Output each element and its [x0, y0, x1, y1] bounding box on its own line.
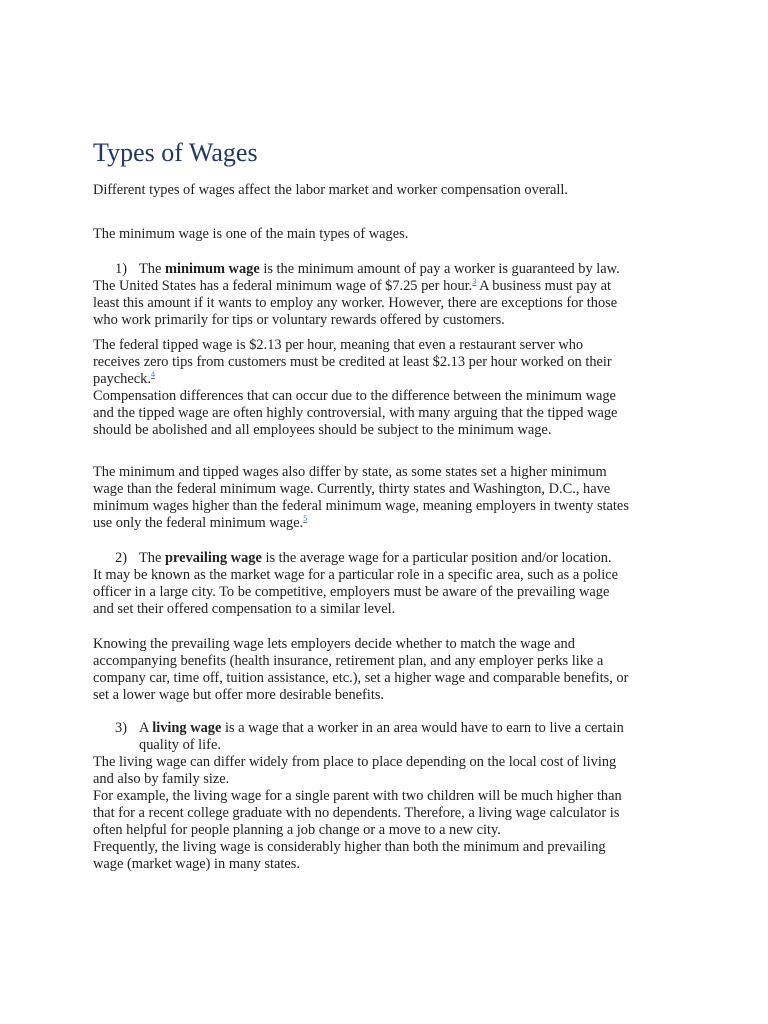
- paragraph-line: [93, 278, 673, 295]
- paragraph-line: minimum wages higher than the federal minimum wage, meaning employers in twenty states: [93, 498, 629, 514]
- list-item-line: [93, 550, 673, 567]
- paragraph-line: quality of life.: [139, 737, 221, 753]
- item-text: A: [139, 720, 149, 736]
- line-text: paycheck.: [93, 371, 151, 387]
- paragraph-line: often helpful for people planning a job change or a move to a new city.: [93, 822, 501, 838]
- list-item-line: [93, 261, 673, 278]
- paragraph-line: The federal tipped wage is $2.13 per hour, meaning that even a restaurant server who: [93, 337, 584, 353]
- paragraph-line: [93, 515, 673, 532]
- item-text: The: [139, 261, 162, 277]
- term-living-wage: living wage: [152, 720, 222, 736]
- paragraph-line: For example, the living wage for a single parent with two children will be much higher than: [93, 788, 622, 804]
- paragraph-line: accompanying benefits (health insurance, retirement plan, and any employer perks like a: [93, 653, 604, 669]
- list-number: 1): [115, 261, 127, 277]
- line-text: The United States has a federal minimum wage of $7.25 per hour.: [93, 278, 473, 294]
- paragraph-line: The minimum and tipped wages also differ by state, as some states set a higher minimum: [93, 464, 607, 480]
- paragraph-line: receives zero tips from customers must be credited at least $2.13 per hour worked on their: [93, 354, 612, 370]
- item-text: is the minimum amount of pay a worker is guaranteed by law.: [263, 261, 620, 277]
- paragraph-line: least this amount if it wants to employ any worker. However, there are exceptions for those: [93, 295, 618, 311]
- term-prevailing-wage: prevailing wage: [164, 550, 262, 566]
- paragraph-line: wage (market wage) in many states.: [93, 856, 300, 872]
- minimum-intro-paragraph: The minimum wage is one of the main types of wages.: [93, 226, 409, 242]
- knowing-prevailing-paragraph: [93, 636, 673, 704]
- footnote-link-4[interactable]: 4: [150, 370, 155, 379]
- list-item-minimum-wage: [93, 261, 673, 329]
- page-title: Types of Wages: [93, 138, 258, 167]
- paragraph-line: It may be known as the market wage for a particular role in a specific area, such as a police: [93, 567, 619, 583]
- paragraph-line: company car, time off, tuition assistance, etc.), set a higher wage and comparable benefits, or: [93, 670, 629, 686]
- item-text: is the average wage for a particular position and/or location.: [265, 550, 612, 566]
- line-text: A business must pay at: [479, 278, 611, 294]
- paragraph-line: Knowing the prevailing wage lets employers decide whether to match the wage and: [93, 636, 575, 652]
- paragraph-line: should be abolished and all employees should be subject to the minimum wage.: [93, 422, 552, 438]
- paragraph-line: that for a recent college graduate with no dependents. Therefore, a living wage calculator is: [93, 805, 620, 821]
- list-number: 3): [115, 720, 127, 736]
- item-text: is a wage that a worker in an area would have to earn to live a certain: [225, 720, 624, 736]
- list-item-line: [93, 720, 673, 737]
- paragraph-line: wage than the federal minimum wage. Currently, thirty states and Washington, D.C., have: [93, 481, 611, 497]
- footnote-link-3[interactable]: 3: [472, 277, 477, 286]
- list-item-prevailing-wage: [93, 550, 673, 618]
- paragraph-line: and also by family size.: [93, 771, 230, 787]
- paragraph-line: officer in a large city. To be competitive, employers must be aware of the prevailing wage: [93, 584, 610, 600]
- state-differences-paragraph: [93, 464, 673, 532]
- paragraph-line: [93, 371, 673, 388]
- paragraph-line: set a lower wage but offer more desirable benefits.: [93, 687, 385, 703]
- paragraph-line: Frequently, the living wage is considerably higher than both the minimum and prevailing: [93, 839, 606, 855]
- paragraph-line: The living wage can differ widely from place to place depending on the local cost of living: [93, 754, 617, 770]
- line-text: use only the federal minimum wage.: [93, 515, 304, 531]
- item-text: The: [139, 550, 162, 566]
- footnote-link-5[interactable]: 5: [303, 514, 308, 523]
- list-item-living-wage: [93, 720, 673, 873]
- paragraph-line: Compensation differences that can occur due to the difference between the minimum wage: [93, 388, 616, 404]
- term-minimum-wage: minimum wage: [164, 261, 260, 277]
- paragraph-line: and the tipped wage are often highly controversial, with many arguing that the tipped wage: [93, 405, 618, 421]
- list-number: 2): [115, 550, 127, 566]
- tipped-wage-paragraph: [93, 337, 673, 439]
- paragraph-line: and set their offered compensation to a similar level.: [93, 601, 396, 617]
- paragraph-line: who work primarily for tips or voluntary rewards offered by customers.: [93, 312, 505, 328]
- intro-paragraph: Different types of wages affect the labor market and worker compensation overall.: [93, 182, 568, 198]
